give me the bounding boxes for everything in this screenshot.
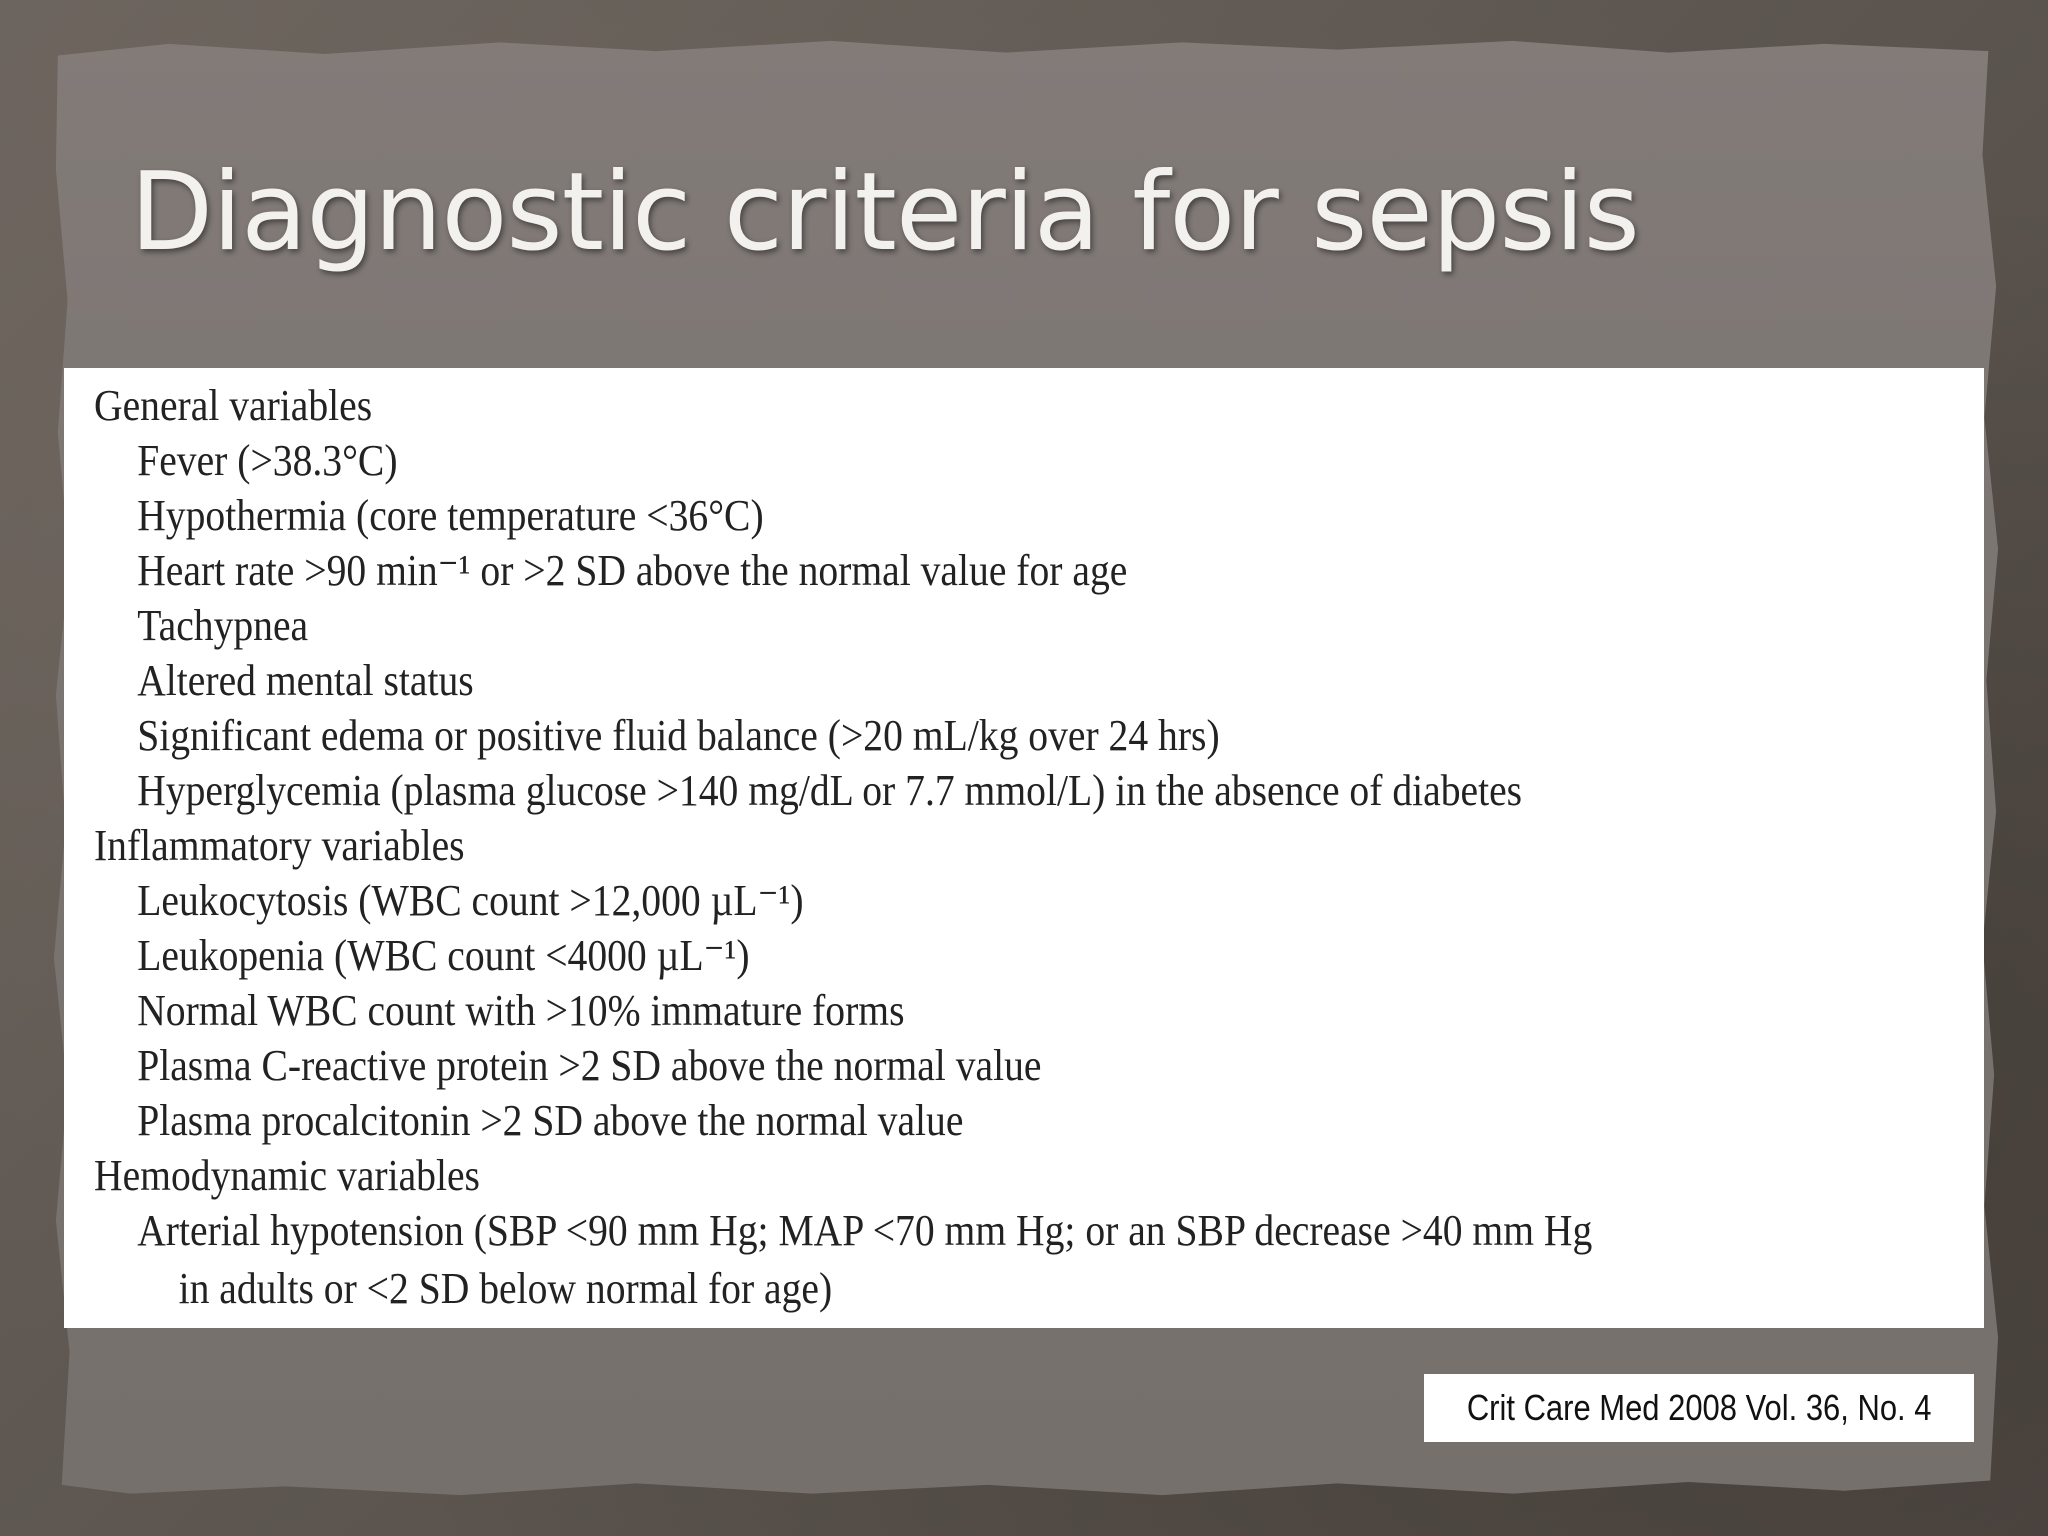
section-header-hemodynamic: Hemodynamic variables [94,1151,480,1200]
criterion-row: Altered mental status [137,656,474,705]
section-header-inflammatory: Inflammatory variables [94,821,465,870]
criterion-row: Plasma procalcitonin >2 SD above the normal value [137,1096,964,1145]
criterion-row: Fever (>38.3°C) [137,436,398,485]
section-header-general: General variables [94,381,373,430]
criterion-row: Significant edema or positive fluid balance (>20 mL/kg over 24 hrs) [137,711,1220,760]
criterion-row: Leukocytosis (WBC count >12,000 µL⁻¹) [137,876,804,925]
citation-text: Crit Care Med 2008 Vol. 36, No. 4 [1466,1387,1932,1428]
criteria-list [94,378,1759,1320]
criterion-row: Leukopenia (WBC count <4000 µL⁻¹) [137,931,750,980]
criterion-row: Hyperglycemia (plasma glucose >140 mg/dL or 7.7 mmol/L) in the absence of diabetes [137,766,1523,815]
criterion-row: Heart rate >90 min⁻¹ or >2 SD above the normal value for age [137,546,1128,595]
criterion-row-continuation: in adults or <2 SD below normal for age) [178,1264,833,1313]
criterion-row: Tachypnea [137,601,309,650]
criterion-row: Normal WBC count with >10% immature forms [137,986,905,1035]
criteria-table-image [64,368,1984,1328]
criterion-row: Arterial hypotension (SBP <90 mm Hg; MAP <70 mm Hg; or an SBP decrease >40 mm Hg [137,1206,1593,1255]
criterion-row: Hypothermia (core temperature <36°C) [137,491,764,540]
slide-title: Diagnostic criteria for sepsis [130,150,1639,275]
criterion-row: Plasma C-reactive protein >2 SD above the normal value [137,1041,1042,1090]
citation-label [1424,1374,1974,1442]
